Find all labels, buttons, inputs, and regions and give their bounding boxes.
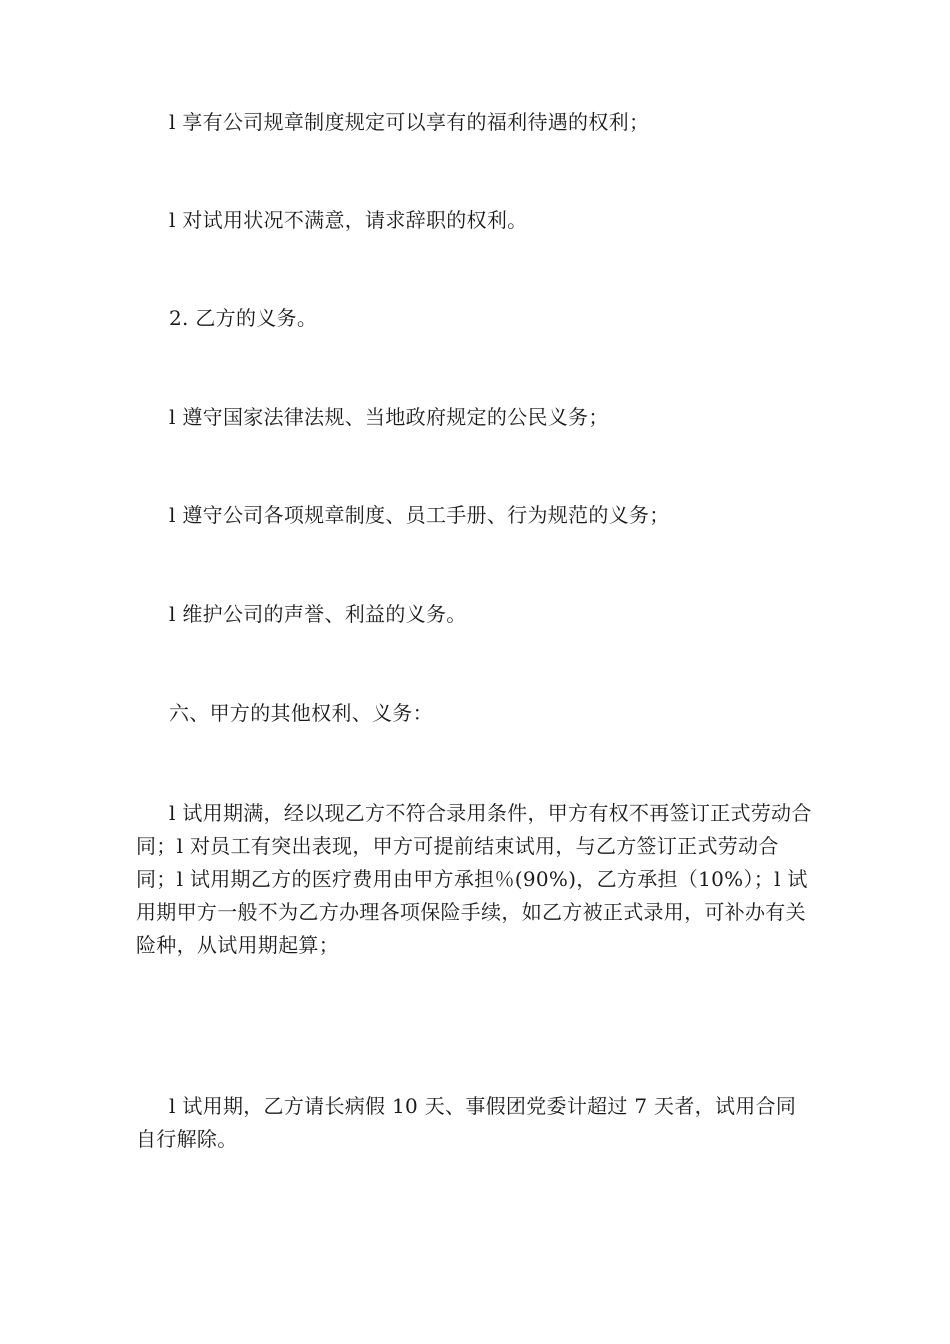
paragraph-party-a-rights: l 试用期满，经以现乙方不符合录用条件，甲方有权不再签订正式劳动合同；l 对员工有突出表现，甲方可提前结束试用，与乙方签订正式劳动合同；l 试用期乙方的医疗费用由甲方承担％(90%)，乙方承担（10%）；l 试用期甲方一般不为乙方办理各项保险手续，如乙方被正式录用，可补办有关险种，从试用期起算； [136,801,812,957]
paragraph-leave-termination: l 试用期，乙方请长病假 10 天、事假团党委计超过 7 天者，试用合同自行解除。 [136,1094,797,1151]
paragraph-section-six-heading: 六、甲方的其他权利、义务： [169,701,433,725]
paragraph-reputation-duty: l 维护公司的声誉、利益的义务。 [169,602,467,626]
paragraph-party-b-duties-heading: 2. 乙方的义务。 [169,306,318,330]
paragraph-rules-duty: l 遵守公司各项规章制度、员工手册、行为规范的义务； [169,503,670,527]
paragraph-law-duty: l 遵守国家法律法规、当地政府规定的公民义务； [169,405,609,429]
paragraph-resign-right: l 对试用状况不满意，请求辞职的权利。 [169,208,528,232]
paragraph-welfare-right: l 享有公司规章制度规定可以享有的福利待遇的权利； [169,110,650,134]
